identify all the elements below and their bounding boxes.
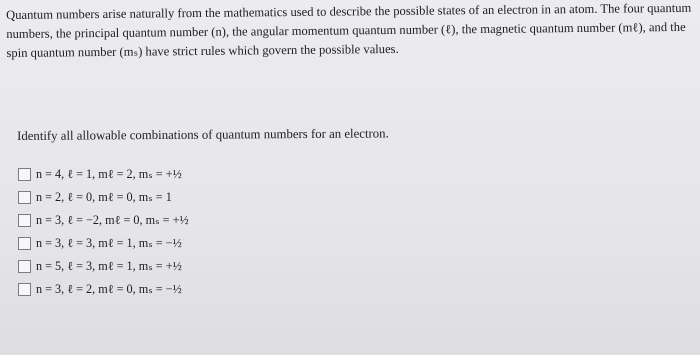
- answer-options: [18, 163, 189, 301]
- intro-paragraph: Quantum numbers arise naturally from the mathematics used to describe the possible states of an electron in an atom. The four quantum numbers, the principal quantum number (n), the angular momentum quantum number (ℓ), the magnetic quantum number (mℓ), and the spin quantum number (mₛ) have strict rules which govern the possible values.: [6, 0, 692, 60]
- option-label: n = 3, ℓ = −2, mℓ = 0, mₛ = +½: [36, 213, 189, 227]
- option-label: n = 4, ℓ = 1, mℓ = 2, mₛ = +½: [36, 167, 182, 181]
- checkbox[interactable]: [18, 214, 31, 227]
- answer-option[interactable]: [18, 186, 189, 209]
- option-label: n = 2, ℓ = 0, mℓ = 0, mₛ = 1: [36, 190, 172, 204]
- question-prompt: Identify all allowable combinations of quantum numbers for an electron.: [17, 126, 389, 143]
- checkbox[interactable]: [18, 168, 31, 181]
- option-label: n = 3, ℓ = 2, mℓ = 0, mₛ = −½: [36, 282, 182, 296]
- answer-option[interactable]: [18, 278, 189, 301]
- option-label: n = 5, ℓ = 3, mℓ = 1, mₛ = +½: [36, 259, 182, 273]
- checkbox[interactable]: [18, 191, 31, 204]
- checkbox[interactable]: [18, 260, 31, 273]
- answer-option[interactable]: [18, 255, 189, 278]
- answer-option[interactable]: [18, 232, 189, 255]
- checkbox[interactable]: [18, 283, 31, 296]
- answer-option[interactable]: [18, 209, 189, 232]
- answer-option[interactable]: [18, 163, 189, 186]
- option-label: n = 3, ℓ = 3, mℓ = 1, mₛ = −½: [36, 236, 182, 250]
- checkbox[interactable]: [18, 237, 31, 250]
